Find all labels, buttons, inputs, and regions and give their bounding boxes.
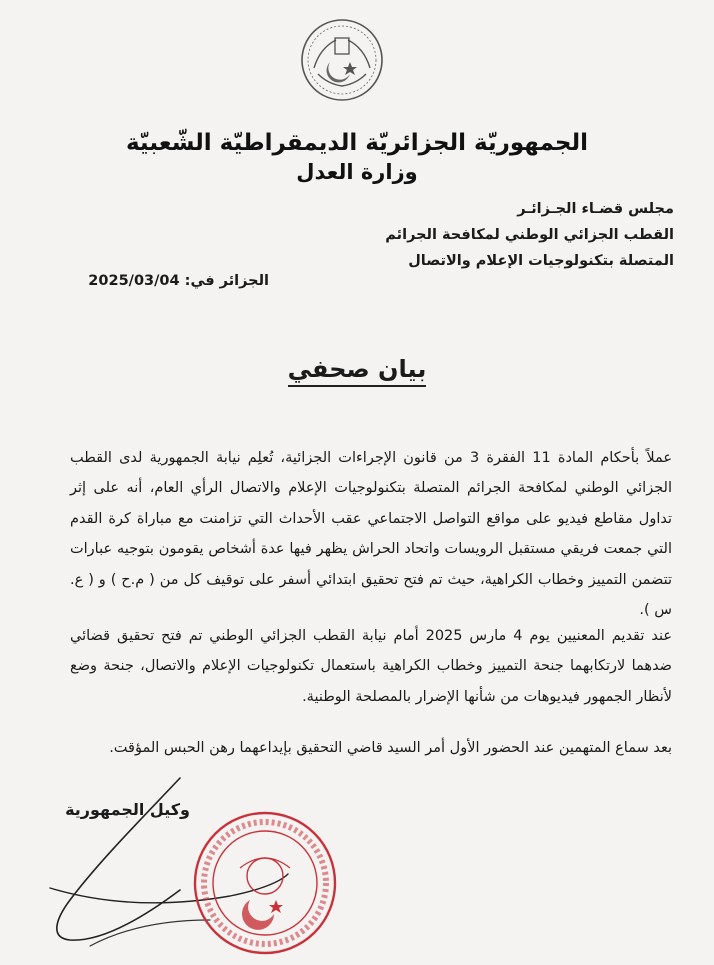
- date-line: الجزائر في: 2025/03/04: [88, 273, 269, 289]
- paragraph-3: بعد سماع المتهمين عند الحضور الأول أمر السيد قاضي التحقيق بإيداعهما رهن الحبس المؤقت.: [109, 739, 672, 756]
- document-title: [0, 355, 714, 383]
- paragraph-1: عملاً بأحكام المادة 11 الفقرة 3 من قانون الإجراءات الجزائية، تُعلِم نيابة الجمهورية لدى القطب الجزائي الوطني لمكافحة الجرائم المتصلة بتكنولوجيات الإعلام والاتصال الرأي العام، أنه على إثر تداول مقاطع فيديو على مواقع التواصل الاجتماعي عقب الأحداث التي تزامنت مع مباراة كرة القدم التي جمعت فريقي مستقبل الرويسات واتحاد الحراش يظهر فيها عدة أشخاص يقومون بتوجيه عبارات تتضمن التمييز وخطاب الكراهية، حيث تم فتح تحقيق ابتدائي أسفر على توقيف كل من ( م.ح ) و ( ع. س ).: [70, 449, 673, 618]
- court-line-3: المتصلة بتكنولوجيات الإعلام والاتصال: [408, 253, 674, 269]
- republic-name: الجمهوريّة الجزائريّة الديمقراطيّة الشّعبيّة: [125, 130, 589, 156]
- signatory-title: وكيل الجمهورية: [65, 800, 190, 819]
- ministry-name: وزارة العدل: [296, 160, 418, 184]
- document-title-text: بيان صحفي: [288, 355, 427, 387]
- algeria-emblem-icon: [300, 18, 384, 102]
- court-line-2: القطب الجزائي الوطني لمكافحة الجرائم: [385, 227, 674, 243]
- official-stamp-icon: [190, 808, 340, 958]
- court-line-1: مجلس قضـاء الجـزائـر: [517, 201, 674, 217]
- issuing-court-block: [254, 196, 674, 274]
- paragraph-2: عند تقديم المعنيين يوم 4 مارس 2025 أمام نيابة القطب الجزائي الوطني تم فتح تحقيق قضائي ضدهما لارتكابهما جنحة التمييز وخطاب الكراهية باستعمال تكنولوجيات الإعلام والاتصال، جنحة وضع لأنظار الجمهور فيديوهات من شأنها الإضرار بالمصلحة الوطنية.: [70, 627, 672, 705]
